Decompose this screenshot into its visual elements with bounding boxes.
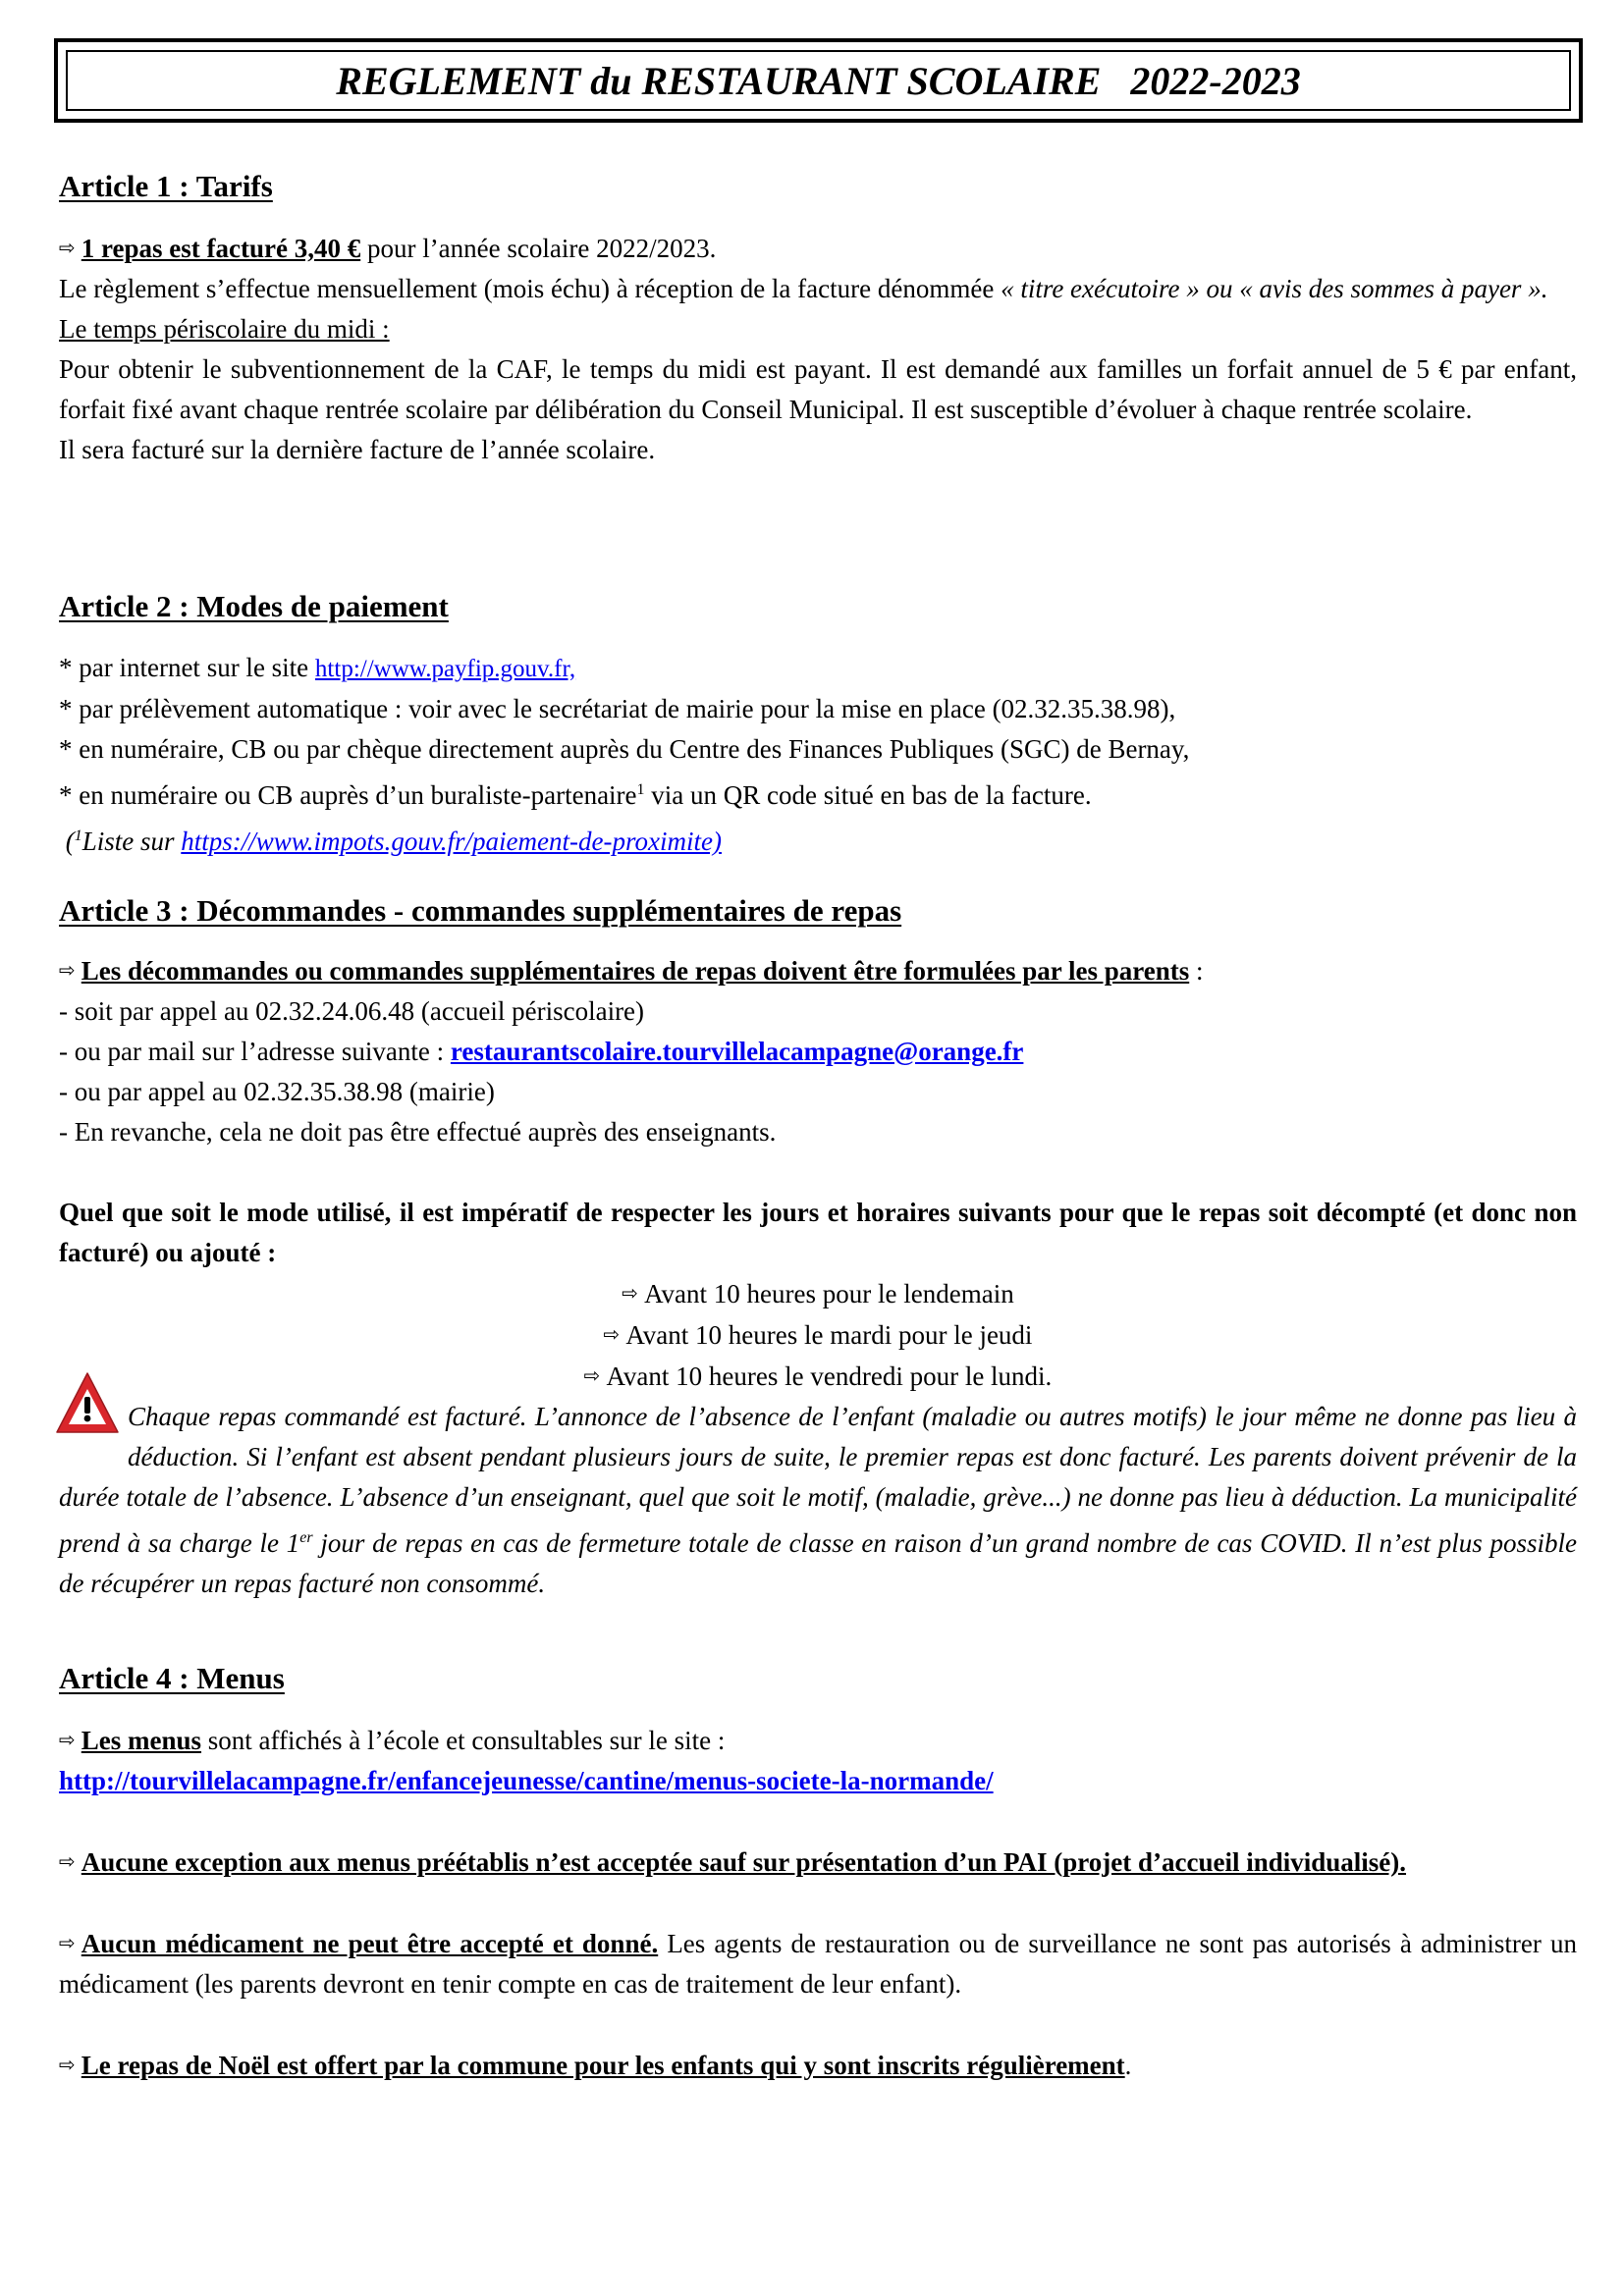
- payfip-link[interactable]: http://www.payfip.gouv.fr,: [314, 656, 576, 682]
- noel-bold: Le repas de Noël est offert par la commune pour les enfants qui y sont inscrits régulièrement: [81, 2051, 1125, 2080]
- arrow-right-icon: ⇨: [603, 1322, 621, 1346]
- price-bold: 1 repas est facturé 3,40 €: [81, 234, 361, 263]
- rule-paragraph: Quel que soit le mode utilisé, il est impératif de respecter les jours et horaires suivants pour que le repas soit décompté (et donc non facturé) ou ajouté :: [59, 1198, 1577, 1267]
- arrow-right-icon: ⇨: [59, 1728, 76, 1751]
- midi-subheading: Le temps périscolaire du midi :: [59, 314, 390, 344]
- warning-sup: er: [299, 1529, 313, 1546]
- footnote-prefix: (: [59, 827, 75, 856]
- menus-link-line: [59, 1761, 1577, 1801]
- footnote-ref: 1: [636, 781, 645, 798]
- arrow-right-icon: ⇨: [59, 2053, 76, 2076]
- article-4-body: [59, 1720, 1577, 2086]
- warning-paragraph: [59, 1397, 1577, 1604]
- arrow-right-icon: ⇨: [622, 1281, 639, 1305]
- title-box-inner: [66, 50, 1571, 111]
- arrow-right-icon: ⇨: [59, 958, 76, 982]
- arrow-right-icon: ⇨: [583, 1363, 601, 1387]
- deadline-text: Avant 10 heures le mardi pour le jeudi: [625, 1320, 1033, 1350]
- mail-prefix: - ou par mail sur l’adresse suivante :: [59, 1037, 451, 1066]
- arrow-right-icon: ⇨: [59, 1931, 76, 1954]
- payment-text: Le règlement s’effectue mensuellement (mois échu) à réception de la facture dénommée: [59, 274, 1001, 303]
- contact-periscolaire: - soit par appel au 02.32.24.06.48 (accueil périscolaire): [59, 996, 645, 1026]
- article-1-body: [59, 228, 1577, 470]
- item4-a: * en numéraire ou CB auprès d’un buraliste-partenaire: [59, 780, 637, 810]
- article-4-heading: Article 4 : Menus: [59, 1661, 285, 1695]
- payment-item-internet: [59, 648, 1577, 689]
- noel-paragraph: [59, 2045, 1577, 2086]
- title-box: [54, 38, 1583, 123]
- deadline-3: [59, 1356, 1577, 1397]
- pai-paragraph: [59, 1842, 1577, 1883]
- midi-text: Pour obtenir le subventionnement de la CAF, le temps du midi est payant. Il est demandé aux familles un forfait annuel de 5 € par enfant, forfait fixé avant chaque rentrée scolaire par délibération du Conseil Municipal. Il est susceptible d’évoluer à chaque rentrée scolaire.: [59, 354, 1577, 424]
- menus-rest: sont affichés à l’école et consultables sur le site :: [201, 1726, 726, 1755]
- menus-line: [59, 1720, 1577, 1761]
- price-line: [59, 228, 1577, 269]
- noel-end: .: [1124, 2051, 1132, 2080]
- menus-bold: Les menus: [81, 1726, 202, 1755]
- article-2-heading: Article 2 : Modes de paiement: [59, 589, 449, 623]
- footnote-sup: 1: [74, 828, 82, 844]
- document-title: REGLEMENT du RESTAURANT SCOLAIRE 2022-2023: [336, 58, 1301, 103]
- price-rest: pour l’année scolaire 2022/2023.: [360, 234, 717, 263]
- payment-item-buraliste: [59, 770, 1577, 816]
- deadline-2: [59, 1314, 1577, 1356]
- deadline-text: Avant 10 heures pour le lendemain: [644, 1279, 1014, 1308]
- item4-b: via un QR code situé en bas de la facture.: [644, 780, 1092, 810]
- pai-bold: Aucune exception aux menus préétablis n’est acceptée sauf sur présentation d’un PAI (projet d’accueil individualisé).: [81, 1847, 1407, 1877]
- medicament-rest: Les agents de restauration ou de surveillance ne sont pas autorisés à administrer un médicament (les parents devront en tenir compte en cas de traitement de leur enfant).: [59, 1929, 1577, 1999]
- arrow-right-icon: ⇨: [59, 236, 76, 259]
- article-2-body: [59, 648, 1577, 862]
- footnote-text: Liste sur: [81, 827, 182, 856]
- medicament-bold: Aucun médicament ne peut être accepté et donné.: [81, 1929, 659, 1958]
- warning-text-b: jour de repas en cas de fermeture totale de classe en raison d’un grand nombre de cas COVID. Il n’est plus possible de récupérer un repas facturé non consommé.: [59, 1528, 1577, 1598]
- decommande-intro: [59, 950, 1577, 991]
- article-1-heading: Article 1 : Tarifs: [59, 169, 273, 203]
- article-3-body: [59, 950, 1577, 1604]
- deadline-text: Avant 10 heures le vendredi pour le lundi.: [606, 1362, 1053, 1391]
- contact-mairie: - ou par appel au 02.32.35.38.98 (mairie): [59, 1077, 495, 1106]
- intro-bold: Les décommandes ou commandes supplémentaires de repas doivent être formulées par les parents: [81, 956, 1190, 986]
- menus-link[interactable]: http://tourvillelacampagne.fr/enfancejeunesse/cantine/menus-societe-la-normande/: [59, 1766, 994, 1795]
- arrow-right-icon: ⇨: [59, 1849, 76, 1873]
- warning-text-a: Chaque repas commandé est facturé. L’annonce de l’absence de l’enfant (maladie ou autres motifs) le jour même ne donne pas lieu à déduction. Si l’enfant est absent pendant plusieurs jours de suite, le premier repas est donc facturé. Les parents doivent prévenir de la durée totale de l’absence. L’absence d’un enseignant, quel que soit le motif, (maladie, grève...) ne donne pas lieu à déduction. La municipalité prend à sa charge le 1: [59, 1402, 1577, 1558]
- article-3-heading: Article 3 : Décommandes - commandes supplémentaires de repas: [59, 893, 902, 928]
- intro-colon: :: [1189, 956, 1204, 986]
- contact-enseignants: - En revanche, cela ne doit pas être effectué auprès des enseignants.: [59, 1117, 777, 1147]
- warning-icon: [53, 1369, 122, 1438]
- payment-paragraph: [59, 269, 1577, 309]
- payment-item-prelevement: * par prélèvement automatique : voir avec le secrétariat de mairie pour la mise en place (02.32.35.38.98),: [59, 694, 1176, 723]
- contact-mail: [59, 1032, 1577, 1072]
- midi-invoice: Il sera facturé sur la dernière facture de l’année scolaire.: [59, 435, 656, 464]
- medicament-paragraph: [59, 1923, 1577, 2004]
- item1-prefix: * par internet sur le site: [59, 653, 315, 682]
- impots-link[interactable]: https://www.impots.gouv.fr/paiement-de-proximite): [181, 827, 722, 856]
- payment-italic: « titre exécutoire » ou « avis des sommes à payer ».: [1001, 274, 1548, 303]
- footnote-line: [59, 816, 1577, 862]
- deadline-1: [59, 1273, 1577, 1314]
- email-link[interactable]: restaurantscolaire.tourvillelacampagne@orange.fr: [450, 1037, 1024, 1066]
- payment-item-numeraire: * en numéraire, CB ou par chèque directement auprès du Centre des Finances Publiques (SGC) de Bernay,: [59, 734, 1190, 764]
